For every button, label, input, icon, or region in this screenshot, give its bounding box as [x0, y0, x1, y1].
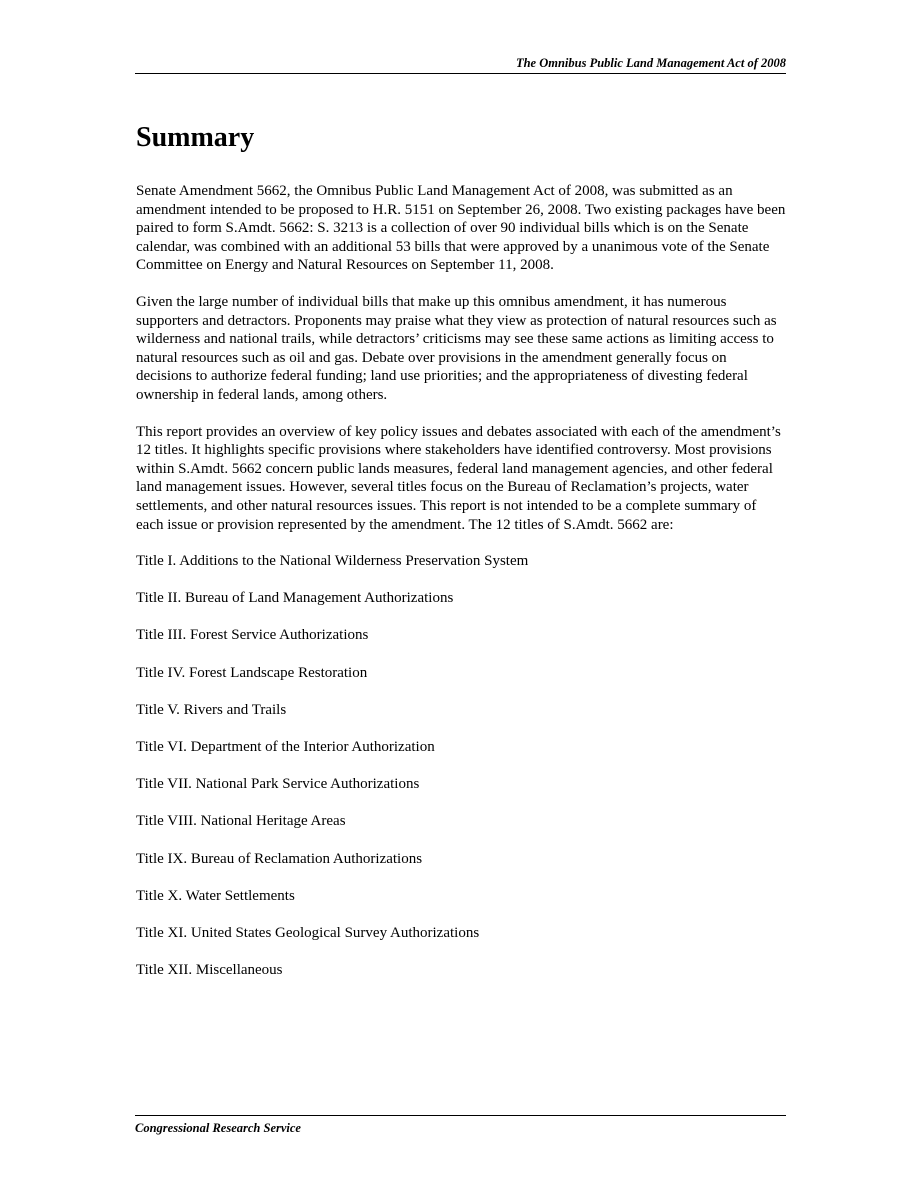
- running-footer: Congressional Research Service: [135, 1115, 786, 1136]
- title-item: Title XII. Miscellaneous: [136, 962, 283, 979]
- title-item: Title XI. United States Geological Survey Authorizations: [136, 924, 480, 941]
- section-heading: Summary: [136, 122, 255, 153]
- title-item: Title II. Bureau of Land Management Authorizations: [136, 590, 454, 607]
- title-item: Title VII. National Park Service Authorizations: [136, 776, 420, 793]
- title-item: Title IV. Forest Landscape Restoration: [136, 664, 368, 681]
- running-header: The Omnibus Public Land Management Act of 2008: [135, 56, 786, 74]
- title-item: Title VIII. National Heritage Areas: [136, 813, 346, 830]
- summary-paragraph-2: Given the large number of individual bills that make up this omnibus amendment, it has numerous supporters and detractors. Proponents may praise what they view as protection of natural resources such as wilderness and national trails, while detractors’ criticisms may see these same actions as limiting access to natural resources such as oil and gas. Debate over provisions in the amendment generally focus on decisions to authorize federal funding; land use priorities; and the appropriateness of divesting federal ownership in federal lands, among others.: [136, 293, 777, 403]
- titles-list: [136, 552, 786, 980]
- title-item: Title IX. Bureau of Reclamation Authorizations: [136, 850, 423, 867]
- title-item: Title VI. Department of the Interior Authorization: [136, 739, 435, 756]
- summary-paragraph-1: Senate Amendment 5662, the Omnibus Public Land Management Act of 2008, was submitted as an amendment intended to be proposed to H.R. 5151 on September 26, 2008. Two existing packages have been paired to form S.Amdt. 5662: S. 3213 is a collection of over 90 individual bills which is on the Senate calendar, was combined with an additional 53 bills that were approved by a unanimous vote of the Senate Committee on Energy and Natural Resources on September 11, 2008.: [136, 183, 786, 274]
- title-item: Title III. Forest Service Authorizations: [136, 627, 369, 644]
- title-item: Title I. Additions to the National Wilderness Preservation System: [136, 553, 529, 570]
- summary-section: [136, 122, 786, 998]
- title-item: Title X. Water Settlements: [136, 887, 295, 904]
- summary-paragraph-3: This report provides an overview of key policy issues and debates associated with each of the amendment’s 12 titles. It highlights specific provisions where stakeholders have identified controversy. Most provisions within S.Amdt. 5662 concern public lands measures, federal land management agencies, and other federal land management issues. However, several titles focus on the Bureau of Reclamation’s projects, water settlements, and other natural resources issues. This report is not intended to be a complete summary of each issue or provision represented by the amendment. The 12 titles of S.Amdt. 5662 are:: [136, 423, 781, 533]
- title-item: Title V. Rivers and Trails: [136, 701, 287, 718]
